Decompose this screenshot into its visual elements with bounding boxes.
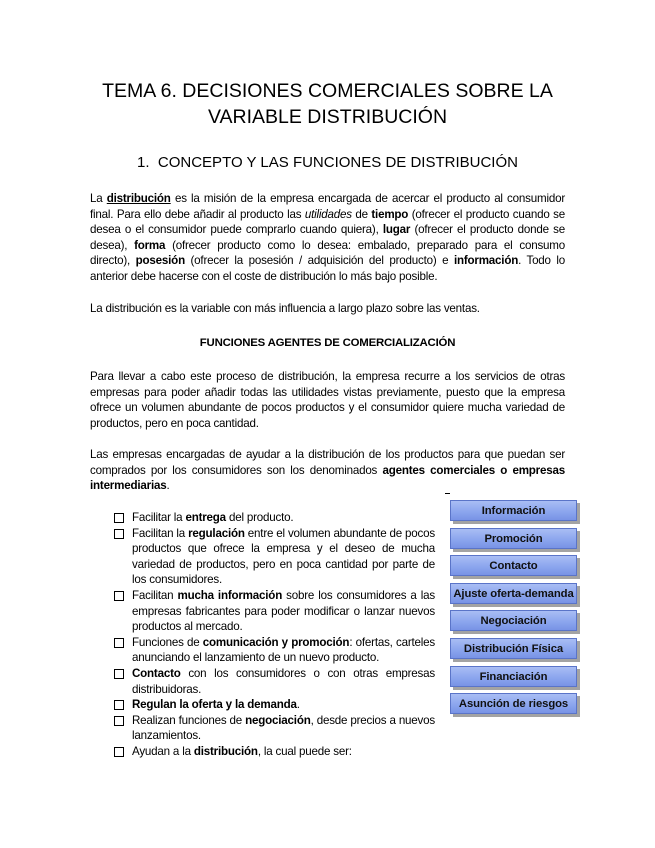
term-agentes-comerciales: agentes comerciales o empresas intermediarias xyxy=(90,463,565,493)
term-posesion: posesión xyxy=(135,254,185,268)
term-lugar: lugar xyxy=(382,223,411,237)
function-item-text: Ayudan a la xyxy=(132,744,194,758)
function-item-keyword: entrega xyxy=(185,511,226,524)
section-heading xyxy=(90,154,565,171)
function-item-keyword: distribución xyxy=(193,744,258,758)
variable-paragraph: La distribución es la variable con más influencia a largo plazo sobre las ventas. xyxy=(90,302,480,315)
section-title: CONCEPTO Y LAS FUNCIONES DE DISTRIBUCIÓN xyxy=(157,154,518,171)
checkbox-icon[interactable] xyxy=(114,591,124,601)
function-button-financiacion[interactable]: Financiación xyxy=(450,666,577,687)
function-item-text: sobre los consumidores a las empresas fabricantes para poder modificar o lanzar nuevos productos al mercado. xyxy=(132,588,435,634)
empresas-text-2: . xyxy=(166,479,170,493)
checkbox-icon[interactable] xyxy=(114,716,124,726)
intro-text-7: (ofrecer la posesión / adquisición del producto) e xyxy=(184,254,454,268)
function-item-text: entre el volumen abundante de pocos productos que ofrece la empresa y el deseo de mucha variedad de productos, pero en poca cantidad por parte de los consumidores. xyxy=(132,526,435,587)
function-item xyxy=(112,635,435,666)
intro-text-2: es la misión de la empresa encargada de acercar el producto al consumidor final. Para ello debe añadir al producto las xyxy=(90,192,565,221)
function-item xyxy=(112,526,435,588)
term-forma: forma xyxy=(134,238,166,252)
empresas-paragraph xyxy=(90,447,565,494)
function-item-keyword: regulación xyxy=(188,526,245,540)
page-title-line-1: TEMA 6. DECISIONES COMERCIALES SOBRE LA xyxy=(102,80,553,102)
empresas-text-1: Las empresas encargadas de ayudar a la distribución de los productos para que puedan ser comprados por los consumidores son los denominados xyxy=(90,448,565,477)
function-item-text: Facilitan la xyxy=(132,526,189,540)
function-item xyxy=(112,697,435,713)
functions-checklist xyxy=(112,510,435,760)
function-item-keyword: mucha información xyxy=(177,588,283,602)
checkbox-icon[interactable] xyxy=(114,747,124,757)
term-utilidades: utilidades xyxy=(304,207,352,221)
functions-button-stack xyxy=(450,500,582,721)
checkbox-icon[interactable] xyxy=(114,700,124,710)
intro-paragraph xyxy=(90,191,565,285)
function-button-contacto[interactable]: Contacto xyxy=(450,555,577,576)
intro-text-6: (ofrecer producto como lo desea: embalado, preparado para el consumo directo), xyxy=(90,238,565,268)
checkbox-icon[interactable] xyxy=(114,669,124,679)
function-item-text: Funciones de xyxy=(132,635,203,649)
function-button-negociacion[interactable]: Negociación xyxy=(450,610,577,631)
function-item-text: Facilitan xyxy=(132,588,178,602)
term-distribucion: distribución xyxy=(106,192,171,205)
term-informacion: información xyxy=(453,254,519,268)
page-title-line-2: VARIABLE DISTRIBUCIÓN xyxy=(207,106,448,128)
intro-text-3: de xyxy=(351,207,372,221)
section-number: 1. xyxy=(137,154,150,171)
checkbox-icon[interactable] xyxy=(114,529,124,539)
function-item-text: con los consumidores o con otras empresas distribuidoras. xyxy=(132,666,435,696)
intro-text-1: La xyxy=(90,192,107,205)
function-item-text: Realizan funciones de xyxy=(132,713,246,727)
page-title xyxy=(90,78,565,130)
function-item-keyword: negociación xyxy=(245,713,311,727)
function-item-keyword: comunicación y promoción xyxy=(202,635,350,649)
checkbox-icon[interactable] xyxy=(114,638,124,648)
intro-text-5: (ofrecer el producto donde se desea), xyxy=(90,223,565,252)
decorative-dash xyxy=(445,493,450,494)
function-button-ajuste-oferta-demanda[interactable]: Ajuste oferta-demanda xyxy=(450,583,577,604)
function-item xyxy=(112,713,435,744)
term-tiempo: tiempo xyxy=(371,207,409,221)
function-item-text: : ofertas, carteles anunciando el lanzamiento de un nuevo producto. xyxy=(132,635,435,665)
function-item-text: Facilitar la xyxy=(132,511,186,524)
subheading-funciones-agentes: FUNCIONES AGENTES DE COMERCIALIZACIÓN xyxy=(199,337,456,349)
function-item-keyword: Contacto xyxy=(132,666,181,680)
function-item-text: . xyxy=(296,698,300,712)
function-item-text: , la cual puede ser: xyxy=(257,744,352,758)
function-button-distribucion-fisica[interactable]: Distribución Física xyxy=(450,638,577,659)
agentes-paragraph: Para llevar a cabo este proceso de distribución, la empresa recurre a los servicios de otras empresas para poder añadir todas las utilidades vistas previamente, puesto que la empresa ofrece un volumen abundante de pocos productos y el consumidor quiere mucha variedad de productos, pero en poca cantidad. xyxy=(90,370,565,430)
function-button-asuncion-de-riesgos[interactable]: Asunción de riesgos xyxy=(450,693,577,714)
function-item xyxy=(112,588,435,635)
intro-text-4: (ofrecer el producto cuando se desea o el consumidor puede comprarlo cuando quiera), xyxy=(90,207,566,237)
function-item xyxy=(112,666,435,697)
function-button-promocion[interactable]: Promoción xyxy=(450,528,577,549)
function-item xyxy=(112,744,435,760)
function-item-text: del producto. xyxy=(225,511,294,524)
intro-text-8: . Todo lo anterior debe hacerse con el coste de distribución lo más bajo posible. xyxy=(90,254,565,283)
function-item-text: , desde precios a nuevos lanzamientos. xyxy=(132,713,435,743)
function-item-keyword: Regulan la oferta y la demanda xyxy=(132,698,297,712)
function-item xyxy=(112,510,435,526)
function-button-informacion[interactable]: Información xyxy=(450,500,577,521)
checkbox-icon[interactable] xyxy=(114,513,124,523)
